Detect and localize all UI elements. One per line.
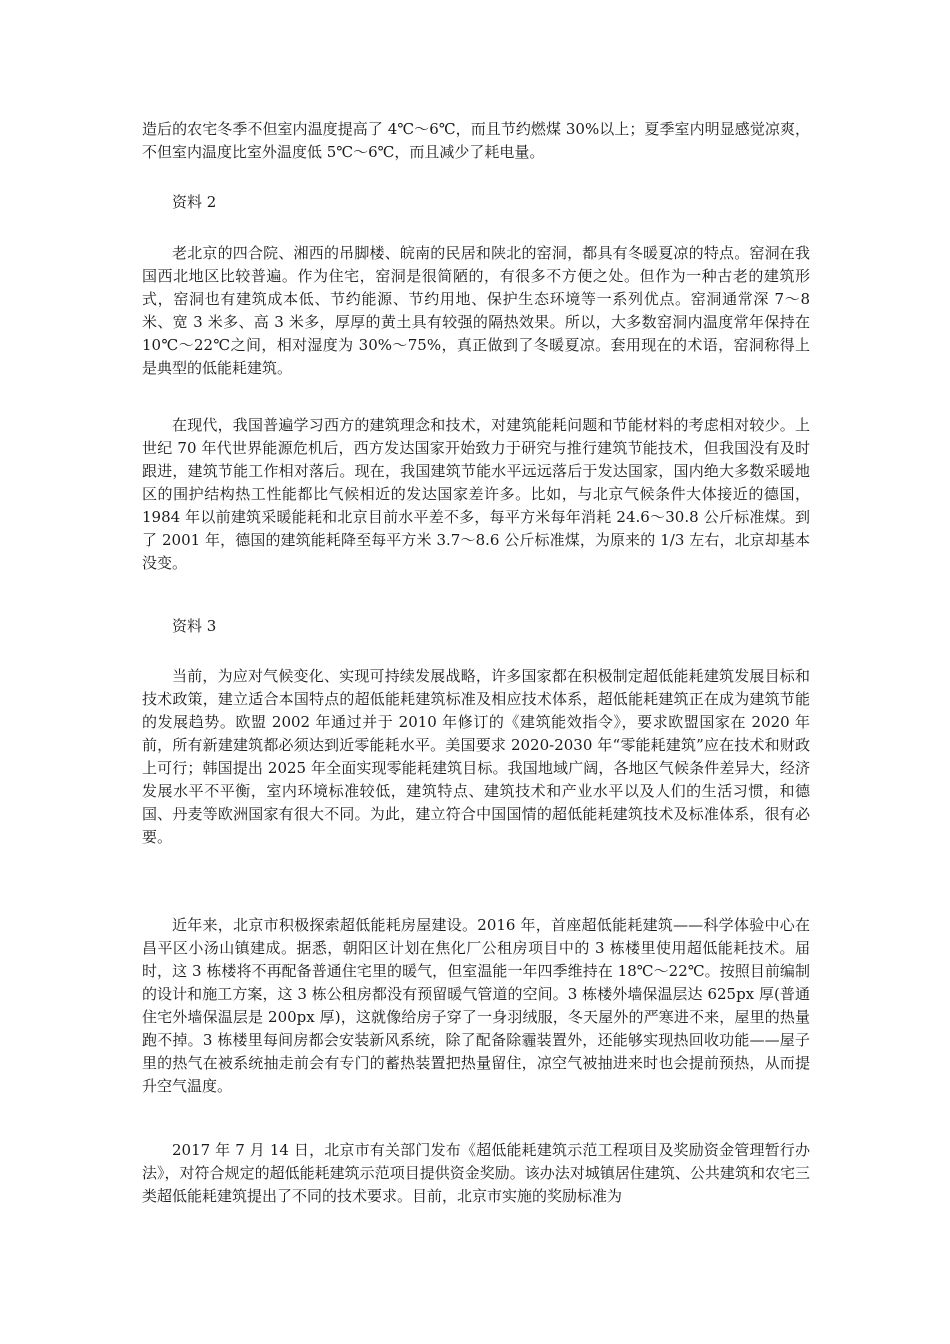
section-3-paragraph-2: 近年来，北京市积极探索超低能耗房屋建设。2016 年，首座超低能耗建筑——科学体验中心在昌平区小汤山镇建成。据悉，朝阳区计划在焦化厂公租房项目中的 3 栋楼里使用超低能耗技术。届时，这 3 栋楼将不再配备普通住宅里的暖气，但室温能一年四季维持在 18℃～22℃。按照目前编制的设计和施工方案，这 3 栋公租房都没有预留暖气管道的空间。3 栋楼外墙保温层达 625px 厚(普通住宅外墙保温层是 200px 厚)，这就像给房子穿了一身羽绒服，冬天屋外的严寒进不来，屋里的热量跑不掉。3 栋楼里每间房都会安装新风系统，除了配备除霾装置外，还能够实现热回收功能——屋子里的热气在被系统抽走前会有专门的蓄热装置把热量留住，凉空气被抽进来时也会提前预热，从而提升空气温度。 [142, 916, 810, 1095]
section-3-paragraph-3: 2017 年 7 月 14 日，北京市有关部门发布《超低能耗建筑示范工程项目及奖励资金管理暂行办法》，对符合规定的超低能耗建筑示范项目提供资金奖励。该办法对城镇居住建筑、公共建筑和农宅三类超低能耗建筑提出了不同的技术要求。目前，北京市实施的奖励标准为 [142, 1141, 810, 1205]
section-2-paragraph-2: 在现代，我国普遍学习西方的建筑理念和技术，对建筑能耗问题和节能材料的考虑相对较少。上世纪 70 年代世界能源危机后，西方发达国家开始致力于研究与推行建筑节能技术，但我国没有及时跟进，建筑节能工作相对落后。现在，我国建筑节能水平远远落后于发达国家，国内绝大多数采暖地区的围护结构热工性能都比气候相近的发达国家差许多。比如，与北京气候条件大体接近的德国，1984 年以前建筑采暖能耗和北京目前水平差不多，每平方米每年消耗 24.6～30.8 公斤标准煤。到了 2001 年，德国的建筑能耗降至每平方米 3.7～8.6 公斤标准煤，为原来的 1/3 左右，北京却基本没变。 [142, 416, 810, 572]
section-2-title: 资料 2 [172, 193, 217, 211]
section-2-paragraph-1: 老北京的四合院、湘西的吊脚楼、皖南的民居和陕北的窑洞，都具有冬暖夏凉的特点。窑洞在我国西北地区比较普遍。作为住宅，窑洞是很简陋的，有很多不方便之处。但作为一种古老的建筑形式，窑洞也有建筑成本低、节约能源、节约用地、保护生态环境等一系列优点。窑洞通常深 7～8 米、宽 3 米多、高 3 米多，厚厚的黄土具有较强的隔热效果。所以，大多数窑洞内温度常年保持在 10℃～22℃之间，相对湿度为 30%～75%，真正做到了冬暖夏凉。套用现在的术语，窑洞称得上是典型的低能耗建筑。 [142, 244, 810, 377]
section-3-title: 资料 3 [172, 617, 217, 635]
section-3-paragraph-1: 当前，为应对气候变化、实现可持续发展战略，许多国家都在积极制定超低能耗建筑发展目标和技术政策，建立适合本国特点的超低能耗建筑标准及相应技术体系，超低能耗建筑正在成为建筑节能的发展趋势。欧盟 2002 年通过并于 2010 年修订的《建筑能效指令》，要求欧盟国家在 2020 年前，所有新建建筑都必须达到近零能耗水平。美国要求 2020-2030 年“零能耗建筑”应在技术和财政上可行；韩国提出 2025 年全面实现零能耗建筑目标。我国地域广阔，各地区气候条件差异大，经济发展水平不平衡，室内环境标准较低，建筑特点、建筑技术和产业水平以及人们的生活习惯，和德国、丹麦等欧洲国家有很大不同。为此，建立符合中国国情的超低能耗建筑技术及标准体系，很有必要。 [142, 667, 810, 846]
intro-paragraph: 造后的农宅冬季不但室内温度提高了 4℃～6℃，而且节约燃煤 30%以上；夏季室内明显感觉凉爽，不但室内温度比室外温度低 5℃～6℃，而且减少了耗电量。 [142, 120, 810, 161]
